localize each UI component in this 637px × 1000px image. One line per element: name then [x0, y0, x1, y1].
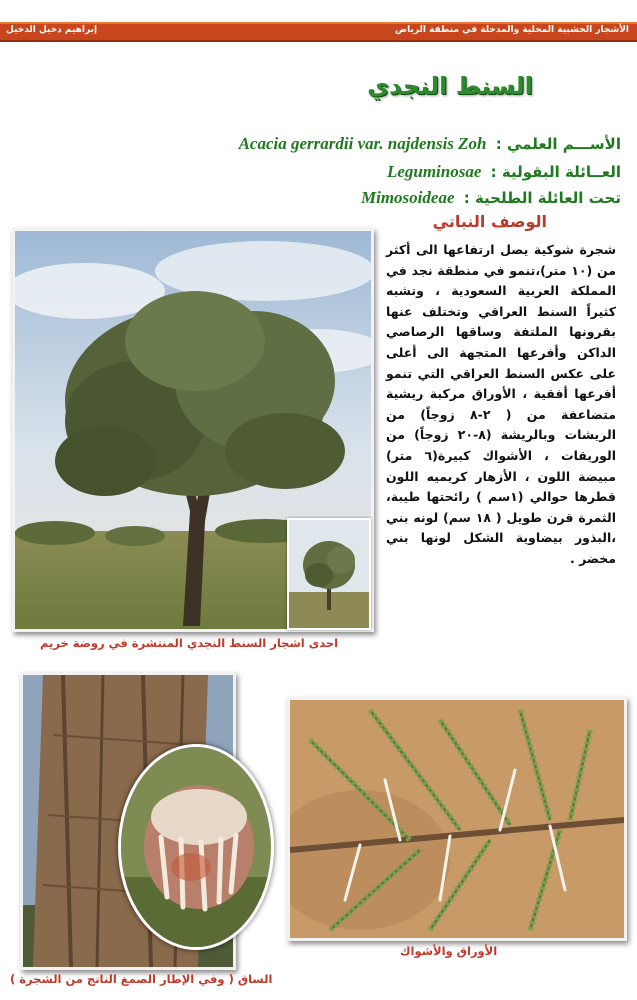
scientific-name-value: Acacia gerrardii var. najdensis Zoh: [238, 134, 487, 153]
tree-photo-caption: احدى اشجار السنط النجدي المنتشرة في روضة خريم: [40, 636, 339, 650]
page-title: السنط النجدي: [367, 72, 533, 100]
subfamily-label: تحت العائلة الطلحية :: [463, 189, 621, 207]
section-heading: الوصف النباتي: [432, 212, 547, 231]
scientific-name-row: [239, 134, 621, 154]
leaves-photo-caption: الأوراق والأشواك: [400, 944, 498, 958]
subfamily-value: Mimosoideae: [361, 188, 455, 207]
family-label: العــائلة البقولية :: [490, 163, 621, 181]
header-book-title: الأشجار الخشبية المحلية والمدخلة في منطقة الرياض: [395, 25, 629, 35]
subfamily-row: [361, 188, 621, 208]
scientific-name-label: الأســـم العلمي :: [495, 135, 621, 153]
header-bar: [0, 22, 637, 42]
header-author: إبراهيم دخيل الدخيل: [6, 25, 98, 35]
trunk-photo-caption: الساق ( وفي الإطار الصمغ الناتج من الشجرة ): [10, 972, 273, 986]
resin-inset-photo: [118, 744, 274, 950]
leaves-thorns-photo: [287, 697, 627, 941]
family-row: [387, 162, 621, 182]
tree-inset-photo: [287, 518, 371, 630]
family-value: Leguminosae: [386, 162, 482, 181]
description-text: شجرة شوكية يصل ارتفاعها الى أكثر من (١٠ متر)،تنمو في منطقة نجد في المملكة العربية السعودية ، وتشبه كثيراً السنط العراقي وتختلف عنها بقرونها الملتفة وساقها الرصاصي الداكن وأفرعها المتجهة الى أعلى على عكس السنط العراقي التي تنمو أفرعها أفقية ، الأوراق مركبة ريشية متضاعفة من ( ٢-٨ زوجاً) من الريشات وبالريشة (٨-٢٠ زوجاً) من الوريقات ، الأشواك كبيرة(٦ متر) مبيضة اللون ، الأزهار كريميه اللون قطرها حوالي (١سم ) رائحتها طيبة، الثمرة قرن طويل ( ١٨ سم) لونه بني ،البذور بيضاوية الشكل لونها بني مخضر .: [386, 242, 616, 566]
